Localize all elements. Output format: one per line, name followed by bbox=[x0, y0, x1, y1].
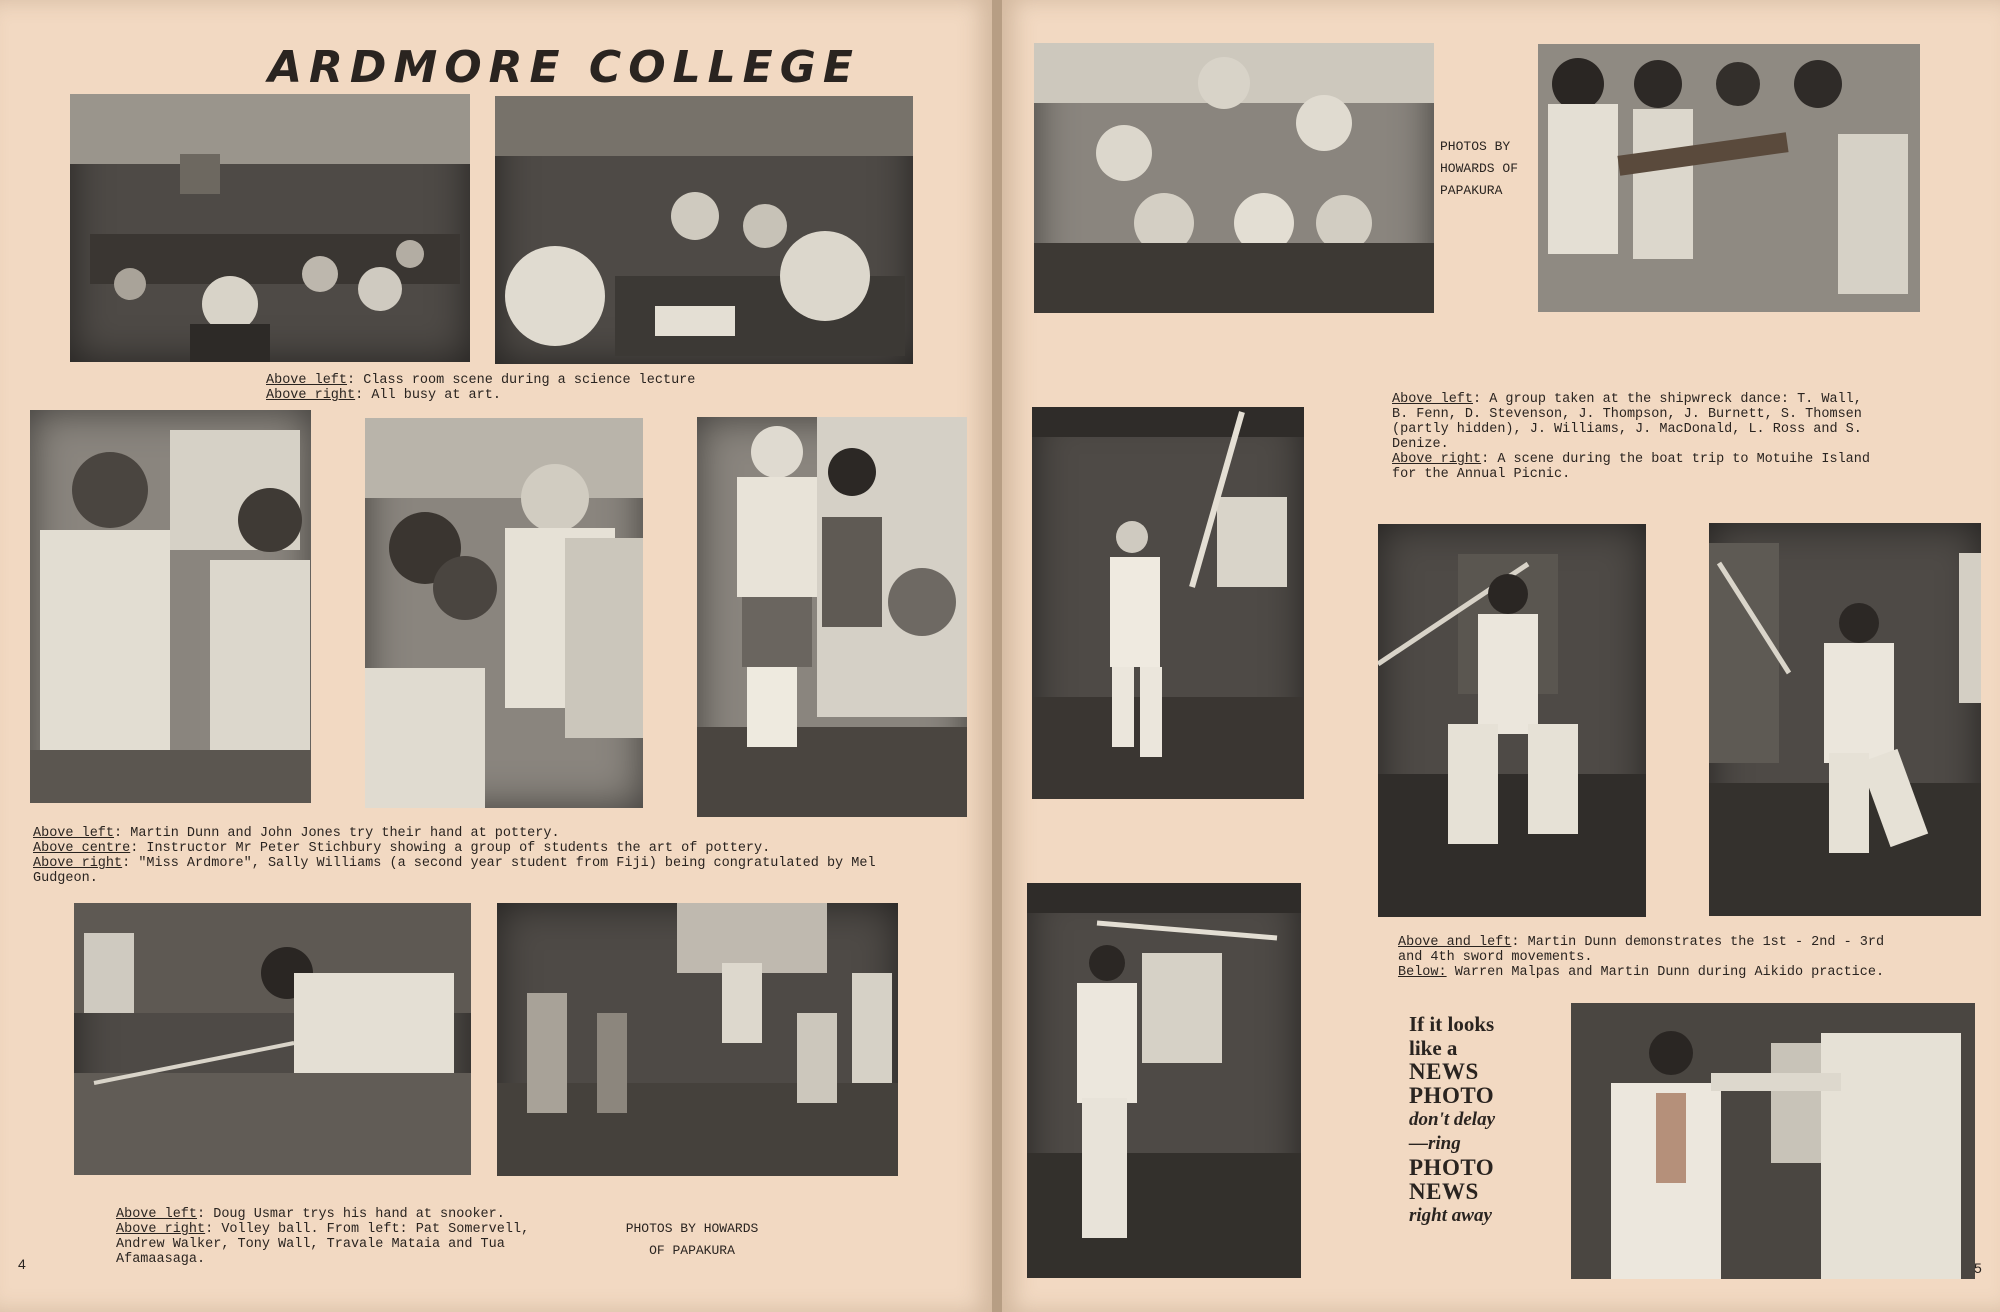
photo-sword-movement-4 bbox=[1027, 883, 1301, 1278]
photo-sword-movement-2 bbox=[1378, 524, 1646, 917]
photo-volleyball bbox=[497, 903, 898, 1176]
photo-news-advert: If it looks like a NEWS PHOTO don't delay —ring PHOTO NEWS right away bbox=[1409, 1012, 1496, 1226]
photo-sword-movement-1 bbox=[1032, 407, 1304, 799]
page-title: ARDMORE COLLEGE bbox=[268, 42, 860, 93]
photo-miss-ardmore bbox=[697, 417, 967, 817]
photo-credit-right: PHOTOS BY HOWARDS OF PAPAKURA bbox=[1440, 139, 1519, 198]
photo-art-class bbox=[495, 96, 913, 364]
binding-gutter bbox=[992, 0, 1002, 1312]
photo-sword-movement-3 bbox=[1709, 523, 1981, 916]
caption-middle: Above left: Martin Dunn and John Jones try their hand at pottery. Above centre: Instructor Mr Peter Stichbury showing a group of students the art of pottery. Above right: "Miss Ardmore", Sally Williams (a second year student from Fiji) being congratulated by Mel Gudgeon. bbox=[33, 826, 876, 886]
caption-top-left: Above left: Class room scene during a science lecture Above right: All busy at art. bbox=[266, 373, 696, 403]
photo-credit-left: PHOTOS BY HOWARDS OF PAPAKURA bbox=[625, 1221, 759, 1258]
photo-shipwreck-dance bbox=[1034, 43, 1434, 313]
photo-pottery-students bbox=[30, 410, 311, 803]
photo-snooker bbox=[74, 903, 471, 1175]
photo-aikido-practice bbox=[1571, 1003, 1975, 1279]
caption-bottom-left: Above left: Doug Usmar trys his hand at snooker. Above right: Volley ball. From left: Pat Somervell, Andrew Walker, Tony Wall, Travale Mataia and Tua Afamaasaga. bbox=[116, 1207, 530, 1267]
photo-boat-trip bbox=[1538, 44, 1920, 312]
caption-top-right: Above left: A group taken at the shipwreck dance: T. Wall, B. Fenn, D. Stevenson, J. Thompson, J. Burnett, S. Thomsen (partly hidden), J. Williams, J. MacDonald, L. Ross and S. Denize. Above right: A scene during the boat trip to Motuihe Island for the Annual Picnic. bbox=[1392, 392, 1870, 482]
photo-pottery-instructor bbox=[365, 418, 643, 808]
photo-classroom-science bbox=[70, 94, 470, 362]
page-number-left: 4 bbox=[18, 1256, 26, 1272]
page-number-right: 5 bbox=[1974, 1260, 1982, 1276]
caption-sword-movements: Above and left: Martin Dunn demonstrates the 1st - 2nd - 3rd and 4th sword movements. Below: Warren Malpas and Martin Dunn during Aikido practice. bbox=[1398, 935, 1885, 980]
